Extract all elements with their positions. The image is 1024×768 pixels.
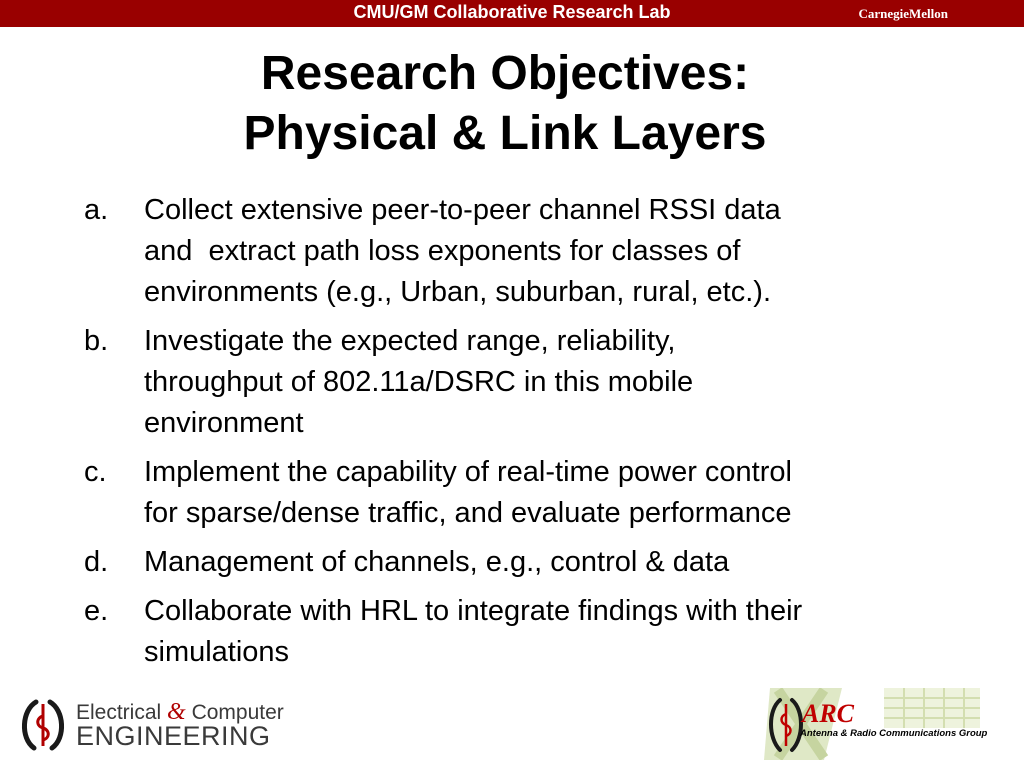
arc-emblem-icon	[766, 696, 806, 754]
list-marker: a.	[84, 194, 109, 226]
ece-logo-line-2: ENGINEERING	[76, 721, 271, 751]
item-line: Management of channels, e.g., control & data	[144, 546, 730, 578]
item-line: throughput of 802.11a/DSRC in this mobile	[144, 366, 694, 398]
slide-title	[0, 44, 1010, 164]
item-line: Implement the capability of real-time power control	[144, 456, 792, 488]
item-line: environment	[144, 407, 304, 439]
ece-word-computer: Computer	[191, 701, 284, 724]
carnegie-mellon-logo: CarnegieMellon	[858, 6, 948, 21]
item-line: for sparse/dense traffic, and evaluate performance	[144, 497, 792, 529]
item-line: Collect extensive peer-to-peer channel RSSI data	[144, 194, 781, 226]
list-item	[84, 321, 944, 444]
item-line: environments (e.g., Urban, suburban, rural, etc.).	[144, 276, 772, 308]
item-line: Collaborate with HRL to integrate findings with their	[144, 595, 803, 627]
list-marker: c.	[84, 456, 107, 488]
list-item	[84, 452, 944, 534]
title-line-1: Research Objectives:	[260, 47, 750, 100]
title-line-2: Physical & Link Layers	[243, 107, 767, 160]
objectives-list	[84, 190, 944, 681]
lab-title: CMU/GM Collaborative Research Lab	[353, 2, 671, 22]
list-marker: b.	[84, 325, 109, 357]
arc-subtitle: Antenna & Radio Communications Group	[800, 728, 988, 739]
list-item	[84, 190, 944, 313]
item-line: Investigate the expected range, reliability,	[144, 325, 676, 357]
list-item	[84, 591, 944, 673]
list-marker: d.	[84, 546, 109, 578]
ece-logo	[14, 696, 284, 756]
list-item	[84, 542, 944, 583]
arc-wordmark: ARC	[802, 699, 855, 728]
ece-word-electrical: Electrical	[76, 701, 162, 724]
arc-logo	[764, 688, 988, 760]
item-line: simulations	[144, 636, 290, 668]
list-marker: e.	[84, 595, 109, 627]
ece-ampersand: &	[167, 699, 186, 725]
ece-emblem-icon	[14, 698, 72, 752]
item-line: and extract path loss exponents for classes of	[144, 235, 741, 267]
